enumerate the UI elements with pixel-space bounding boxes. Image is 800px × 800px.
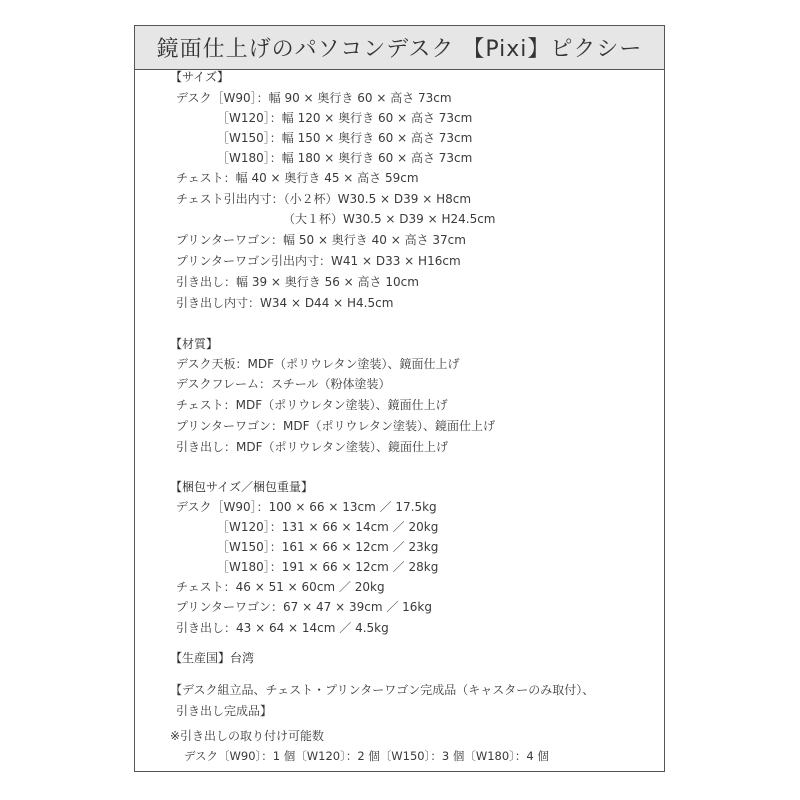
material-line: デスク天板：MDF（ポリウレタン塗装）、鏡面仕上げ [176, 357, 460, 371]
package-heading: 【梱包サイズ／梱包重量】 [170, 480, 314, 494]
title-bar [135, 26, 664, 70]
size-line: ［W180］：幅 180 × 奥行き 60 × 高さ 73cm [217, 151, 473, 165]
package-line: ［W180］：191 × 66 × 12cm ／ 28kg [217, 560, 439, 574]
package-line: チェスト：46 × 51 × 60cm ／ 20kg [176, 580, 385, 594]
assembly-line: 【デスク組立品、チェスト・プリンターワゴン完成品（キャスターのみ取付）、 [170, 683, 595, 697]
package-line: 引き出し：43 × 64 × 14cm ／ 4.5kg [176, 621, 389, 635]
material-heading: 【材質】 [170, 337, 219, 351]
material-line: 引き出し：MDF（ポリウレタン塗装）、鏡面仕上げ [176, 440, 449, 454]
size-line: チェスト引出内寸：（小２杯）W30.5 × D39 × H8cm [176, 192, 472, 206]
size-line: 引き出し内寸：W34 × D44 × H4.5cm [176, 296, 394, 310]
size-line: ［W120］：幅 120 × 奥行き 60 × 高さ 73cm [217, 111, 473, 125]
size-line: チェスト：幅 40 × 奥行き 45 × 高さ 59cm [176, 171, 419, 185]
note-line: ※引き出しの取り付け可能数 [170, 729, 325, 743]
origin-line: 【生産国】台湾 [170, 651, 255, 665]
size-line: 引き出し：幅 39 × 奥行き 56 × 高さ 10cm [176, 275, 419, 289]
size-line: ［W150］：幅 150 × 奥行き 60 × 高さ 73cm [217, 131, 473, 145]
size-line: （大１杯）W30.5 × D39 × H24.5cm [283, 212, 496, 226]
assembly-line: 引き出し完成品】 [176, 704, 273, 718]
package-line: ［W120］：131 × 66 × 14cm ／ 20kg [217, 520, 439, 534]
package-line: プリンターワゴン：67 × 47 × 39cm ／ 16kg [176, 600, 432, 614]
note-line: デスク〔W90〕：1 個〔W120〕：2 個〔W150〕：3 個〔W180〕：4 個 [184, 749, 549, 763]
package-line: デスク［W90］：100 × 66 × 13cm ／ 17.5kg [176, 500, 437, 514]
package-line: ［W150］：161 × 66 × 12cm ／ 23kg [217, 540, 439, 554]
page-title: 鏡面仕上げのパソコンデスク 【Pixi】ピクシー [156, 37, 643, 62]
material-line: プリンターワゴン：MDF（ポリウレタン塗装）、鏡面仕上げ [176, 419, 496, 433]
material-line: チェスト：MDF（ポリウレタン塗装）、鏡面仕上げ [176, 398, 448, 412]
size-line: プリンターワゴン：幅 50 × 奥行き 40 × 高さ 37cm [176, 233, 466, 247]
size-line: プリンターワゴン引出内寸：W41 × D33 × H16cm [176, 254, 461, 268]
size-heading: 【サイズ】 [170, 70, 230, 84]
material-line: デスクフレーム：スチール（粉体塗装） [176, 377, 391, 391]
size-line: デスク［W90］：幅 90 × 奥行き 60 × 高さ 73cm [176, 91, 452, 105]
